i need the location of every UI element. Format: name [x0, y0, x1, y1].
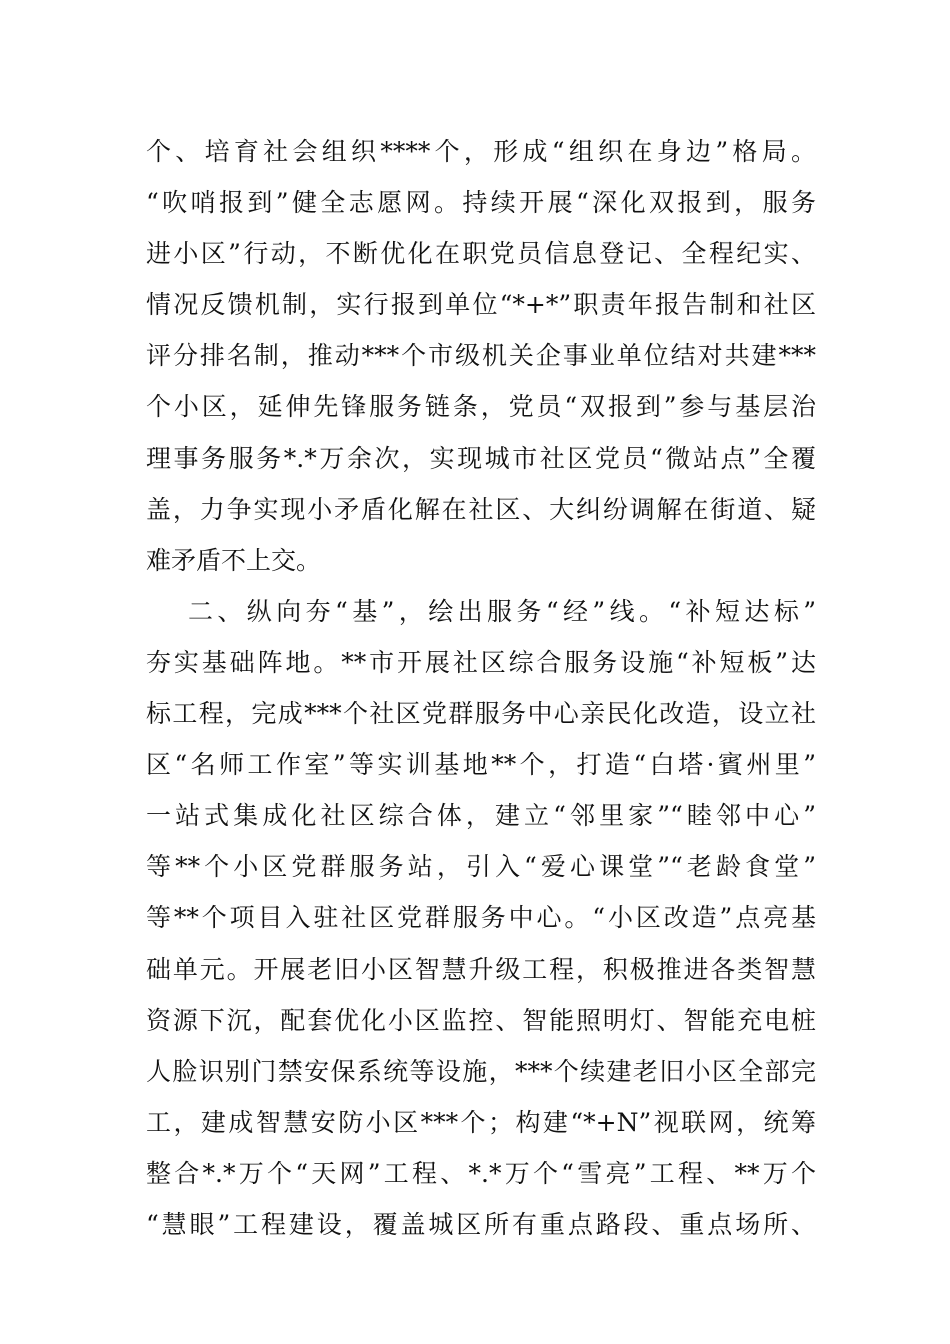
text-line: 情况反馈机制，实行报到单位“*+*”职责年报告制和社区	[146, 290, 816, 320]
text-line: 人脸识别门禁安保系统等设施，***个续建老旧小区全部完	[146, 1056, 816, 1086]
text-line: 础单元。开展老旧小区智慧升级工程，积极推进各类智慧	[146, 954, 816, 984]
text-line: 进小区”行动，不断优化在职党员信息登记、全程纪实、	[146, 239, 816, 269]
text-line: 标工程，完成***个社区党群服务中心亲民化改造，设立社	[146, 699, 816, 729]
text-line: 等**个小区党群服务站，引入“爱心课堂”“老龄食堂”	[146, 852, 816, 882]
text-line: 等**个项目入驻社区党群服务中心。“小区改造”点亮基	[146, 903, 816, 933]
text-line: “吹哨报到”健全志愿网。持续开展“深化双报到，服务	[146, 188, 816, 218]
text-line: 夯实基础阵地。**市开展社区综合服务设施“补短板”达	[146, 647, 816, 677]
text-line: 区“名师工作室”等实训基地**个，打造“白塔·賓州里”	[146, 750, 816, 780]
text-line: 盖，力争实现小矛盾化解在社区、大纠纷调解在街道、疑	[146, 494, 816, 524]
text-line: 工，建成智慧安防小区***个；构建“*+N”视联网，统筹	[146, 1107, 816, 1137]
body-text	[146, 126, 816, 1250]
text-line: 评分排名制，推动***个市级机关企事业单位结对共建***	[146, 341, 816, 371]
section-heading-line: 二、纵向夯“基”，绘出服务“经”线。“补短达标”	[188, 596, 816, 626]
text-line: “慧眼”工程建设，覆盖城区所有重点路段、重点场所、	[146, 1209, 816, 1239]
text-line: 一站式集成化社区综合体，建立“邻里家”“睦邻中心”	[146, 801, 816, 831]
text-line: 难矛盾不上交。	[146, 545, 322, 575]
text-line: 个、培育社会组织****个，形成“组织在身边”格局。	[146, 137, 816, 166]
text-line: 理事务服务*.*万余次，实现城市社区党员“微站点”全覆	[146, 443, 816, 473]
text-line: 个小区，延伸先锋服务链条，党员“双报到”参与基层治	[146, 392, 816, 422]
text-line: 整合*.*万个“天网”工程、*.*万个“雪亮”工程、**万个	[146, 1158, 816, 1188]
text-line: 资源下沉，配套优化小区监控、智能照明灯、智能充电桩	[146, 1005, 816, 1035]
